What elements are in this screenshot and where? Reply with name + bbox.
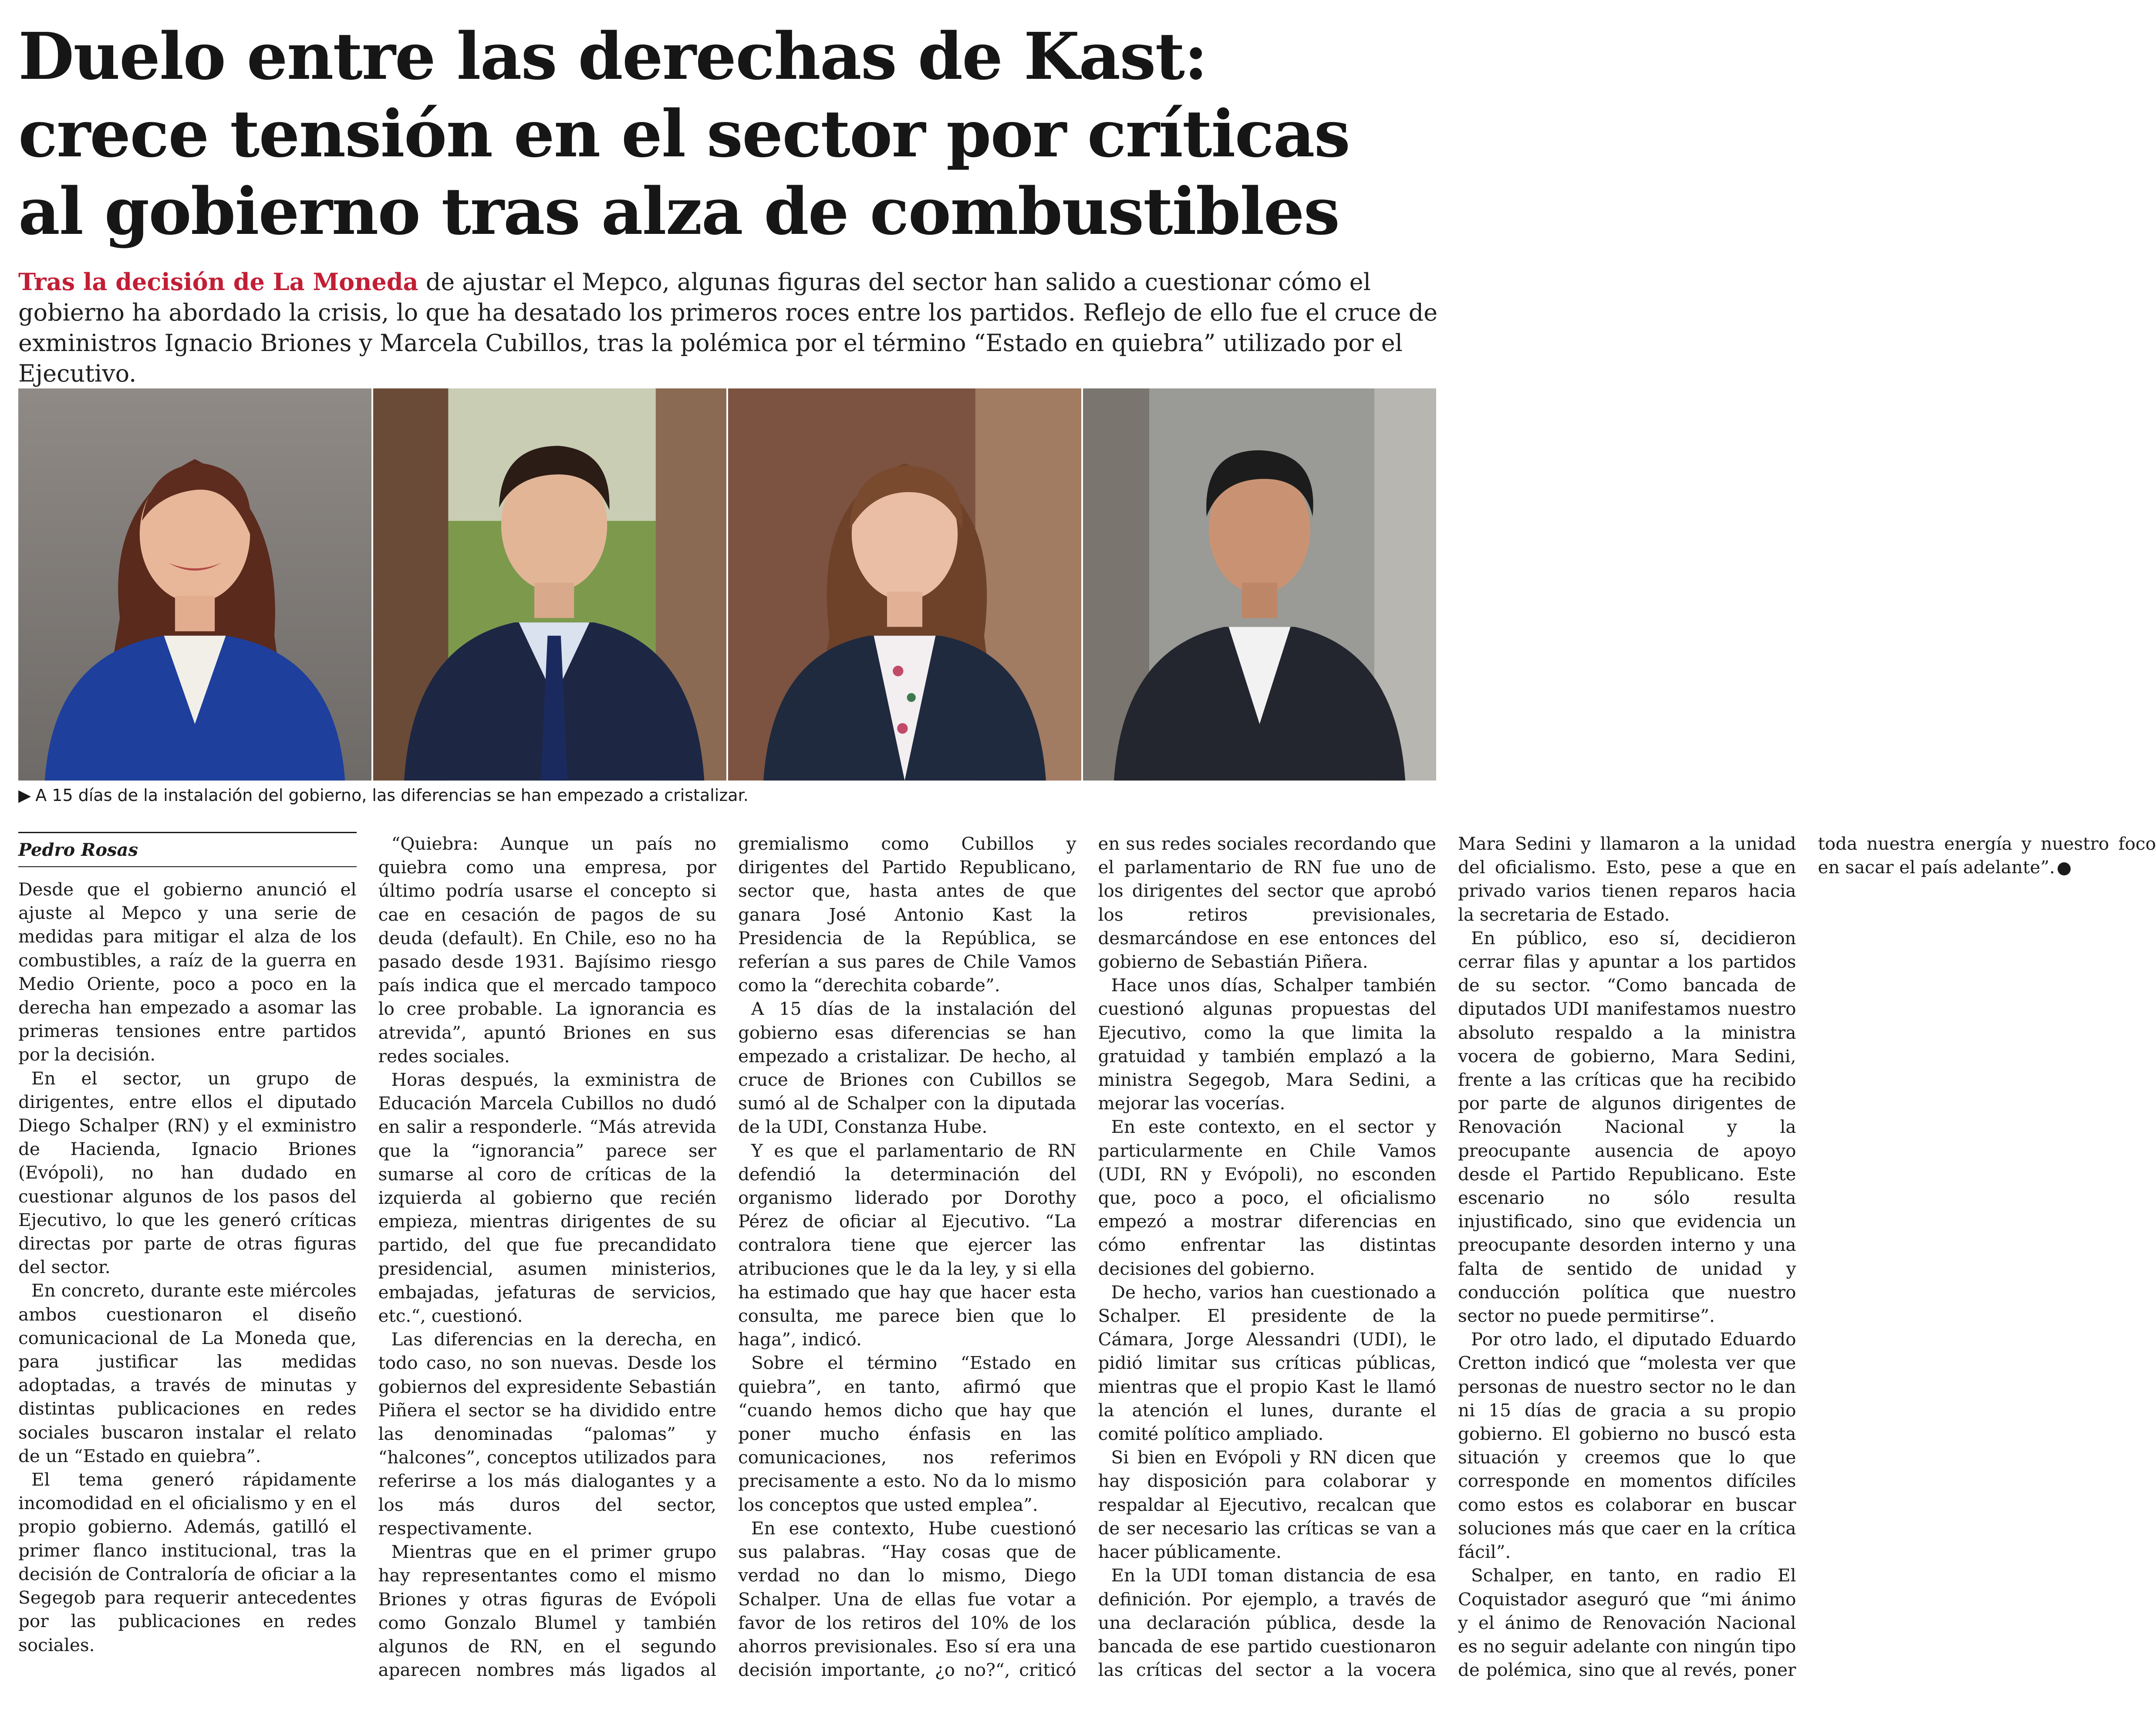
photo-strip bbox=[18, 391, 1436, 778]
caption-text: A 15 días de la instalación del gobierno, las diferencias se han empezado a cristalizar. bbox=[35, 786, 749, 805]
article-paragraph: Por otro lado, el diputado Eduardo Cretton indicó que “molesta ver que personas de nuestro sector no le dan ni 15 días de gracia a su propio gobierno. El gobierno no buscó esta situación y creemos que lo que corresponde en momentos difíciles como estos es colaborar en buscar soluciones más que caer en la crítica fácil”. bbox=[1458, 1329, 1796, 1563]
headline-line: crece tensión en el sector por críticas bbox=[18, 96, 1350, 172]
byline: Pedro Rosas bbox=[18, 832, 357, 867]
article-paragraph: El tema generó rápidamente incomodidad en el oficialismo y en el propio gobierno. Además, gatilló el primer flanco institucional, tras la decisión de Contraloría de oficiar a la Segegob para requerir antecedentes por las publicaciones en redes sociales. bbox=[18, 1469, 357, 1655]
portrait-photo bbox=[1083, 391, 1436, 778]
portrait-woman-blue-blazer-image bbox=[18, 391, 371, 778]
portrait-woman-floral-blouse-image bbox=[728, 391, 1081, 778]
portrait-photo bbox=[373, 391, 726, 778]
article-paragraph: A 15 días de la instalación del gobierno esas diferencias se han empezado a cristalizar. De hecho, al cruce de Briones con Cubillos se sumó al de Schalper con la diputada de la UDI, Constanza Hube. bbox=[738, 998, 1076, 1138]
article-paragraph: En ese contexto, Hube cuestionó sus palabras. “Hay cosas que de verdad no dan lo mismo, Diego Schalper. Una de ellas fue votar a favor de los retiros del 10% de los ahorros previsionales. Eso sí era una decisión importante, ¿o no?“, criticó en sus redes sociales recordando que el parlamentario de RN fue uno de los dirigentes del sector que aprobó los retiros previsionales, desmarcándose en ese entonces del gobierno de Sebastián Piñera. bbox=[738, 833, 1436, 1681]
article-paragraph: En la UDI toman distancia de esa definición. Por ejemplo, a través de una declaración pública, desde la bancada de ese partido cuestionaron las críticas del sector a la vocera Mara Sedini y llamaron a la unidad del oficialismo. Esto, pese a que en privado varios tienen reparos hacia la secretaria de Estado. bbox=[1098, 833, 1796, 1681]
portrait-man-dotted-tie-image bbox=[373, 391, 726, 778]
portrait-photo bbox=[728, 391, 1081, 778]
lead-text: de ajustar el Mepco, algunas figuras del sector han salido a cuestionar cómo el gobierno ha abordado la crisis, lo que ha desatado los primeros roces entre los partidos. Reflejo de ello fue el cruce de exministros Ignacio Briones y Marcela Cubillos, tras la polémica por el término “Estado en quiebra” utilizado por el Ejecutivo. bbox=[18, 268, 1438, 387]
photo-caption bbox=[18, 785, 1447, 806]
lead-paragraph bbox=[18, 267, 1447, 389]
article-paragraph: En público, eso sí, decidieron cerrar filas y apuntar a los partidos de su sector. “Como bancada de diputados UDI manifestamos nuestro absoluto respaldo a la ministra vocera de gobierno, Mara Sedini, frente a las críticas que ha recibido por parte de algunos dirigentes de Renovación Nacional y la preocupante ausencia de apoyo desde el Partido Republicano. Este escenario no sólo resulta injustificado, sino que evidencia un preocupante desorden interno y una falta de sentido de unidad y conducción política que nuestro sector no puede permitirse”. bbox=[1458, 927, 1796, 1327]
article-paragraph: Desde que el gobierno anunció el ajuste al Mepco y una serie de medidas para mitigar el alza de los combustibles, a raíz de la guerra en Medio Oriente, poco a poco en la derecha han empezado a asomar las primeras tensiones entre partidos por la decisión. bbox=[18, 879, 357, 1065]
article-paragraph: Hace unos días, Schalper también cuestionó algunas propuestas del Ejecutivo, como la que limita la gratuidad y también emplazó a la ministra Segegob, Mara Sedini, a mejorar las vocerías. bbox=[1098, 975, 1436, 1114]
article-paragraph: Las diferencias en la derecha, en todo caso, no son nuevas. Desde los gobiernos del expresidente Sebastián Piñera el sector se ha dividido entre las denominadas “palomas” y “halcones”, conceptos utilizados para referirse a los más dialogantes y a los más duros del sector, respectivamente. bbox=[378, 1329, 716, 1539]
article-paragraph: Mientras que en el primer grupo hay representantes como el mismo Briones y otras figuras de Evópoli como Gonzalo Blumel y también algunos de RN, en el segundo aparecen nombres más ligados al gremialismo como Cubillos y dirigentes del Partido Republicano, sector que, hasta antes de que ganara José Antonio Kast la Presidencia de la República, se referían a sus pares de Chile Vamos como la “derechita cobarde”. bbox=[378, 833, 1076, 1681]
end-mark-icon bbox=[2058, 862, 2071, 875]
article-paragraph: En el sector, un grupo de dirigentes, entre ellos el diputado Diego Schalper (RN) y el exministro de Hacienda, Ignacio Briones (Evópoli), no han dudado en cuestionar algunos de los pasos del Ejecutivo, lo que les generó críticas directas por parte de otras figuras del sector. bbox=[18, 1067, 357, 1278]
portrait-photo bbox=[18, 391, 371, 778]
portrait-man-open-collar-image bbox=[1083, 391, 1436, 778]
article-paragraph: De hecho, varios han cuestionado a Schalper. El presidente de la Cámara, Jorge Alessandri (UDI), le pidió limitar sus críticas públicas, mientras que el propio Kast le llamó la atención el lunes, durante el comité político ampliado. bbox=[1098, 1281, 1436, 1445]
caption-marker-icon: ▶ bbox=[18, 786, 31, 805]
last-paragraph-text: Schalper, en tanto, en radio El Coquistador aseguró que “mi ánimo y el ánimo de Renovación Nacional es no seguir adelante con ningún tipo de polémica, sino que al revés, poner toda nuestra energía y nuestro foco en sacar el país adelante”. bbox=[1458, 833, 2156, 1681]
lead-kicker: Tras la decisión de La Moneda bbox=[18, 268, 418, 296]
article-paragraph: En concreto, durante este miércoles ambos cuestionaron el diseño comunicacional de La Moneda que, para justificar las medidas adoptadas, a través de minutas y distintas publicaciones en redes sociales buscaron instalar el relato de un “Estado en quiebra”. bbox=[18, 1280, 357, 1466]
article-paragraph: Y es que el parlamentario de RN defendió la determinación del organismo liderado por Dorothy Pérez de oficiar al Ejecutivo. “La contralora tiene que ejercer las atribuciones que le da la ley, y si ella ha estimado que hay que hacer esta consulta, me parece bien que lo haga”, indicó. bbox=[738, 1140, 1076, 1350]
article-paragraph: Si bien en Evópoli y RN dicen que hay disposición para colaborar y respaldar al Ejecutivo, recalcan que de ser necesario las críticas se van a hacer públicamente. bbox=[1098, 1447, 1436, 1563]
article-paragraph: Horas después, la exministra de Educación Marcela Cubillos no dudó en salir a responderle. “Más atrevida que la “ignorancia” parece ser sumarse al coro de críticas de la izquierda al gobierno que recién empieza, mientras dirigentes de su partido, del que fue precandidato presidencial, asumen ministerios, embajadas, jefaturas de servicios, etc.“, cuestionó. bbox=[378, 1069, 716, 1327]
article-body bbox=[18, 832, 2156, 1699]
headline bbox=[18, 17, 1447, 250]
headline-line: al gobierno tras alza de combustibles bbox=[18, 173, 1339, 249]
article-paragraph: “Quiebra: Aunque un país no quiebra como una empresa, por último podría usarse el concepto si cae en cesación de pagos de su deuda (default). En Chile, eso no ha pasado desde 1931. Bajísimo riesgo país indica que el mercado tampoco lo cree probable. La ignorancia es atrevida”, apuntó Briones en sus redes sociales. bbox=[378, 833, 716, 1067]
headline-line: Duelo entre las derechas de Kast: bbox=[18, 18, 1207, 94]
article-paragraph: En este contexto, en el sector y particularmente en Chile Vamos (UDI, RN y Evópoli), no esconden que, poco a poco, el oficialismo empezó a mostrar diferencias en cómo enfrentar las distintas decisiones del gobierno. bbox=[1098, 1116, 1436, 1279]
article-paragraph: Sobre el término “Estado en quiebra”, en tanto, afirmó que “cuando hemos dicho que hay que poner mucho énfasis en las comunicaciones, nos referimos precisamente a esto. No da lo mismo los conceptos que usted emplea”. bbox=[738, 1352, 1076, 1515]
